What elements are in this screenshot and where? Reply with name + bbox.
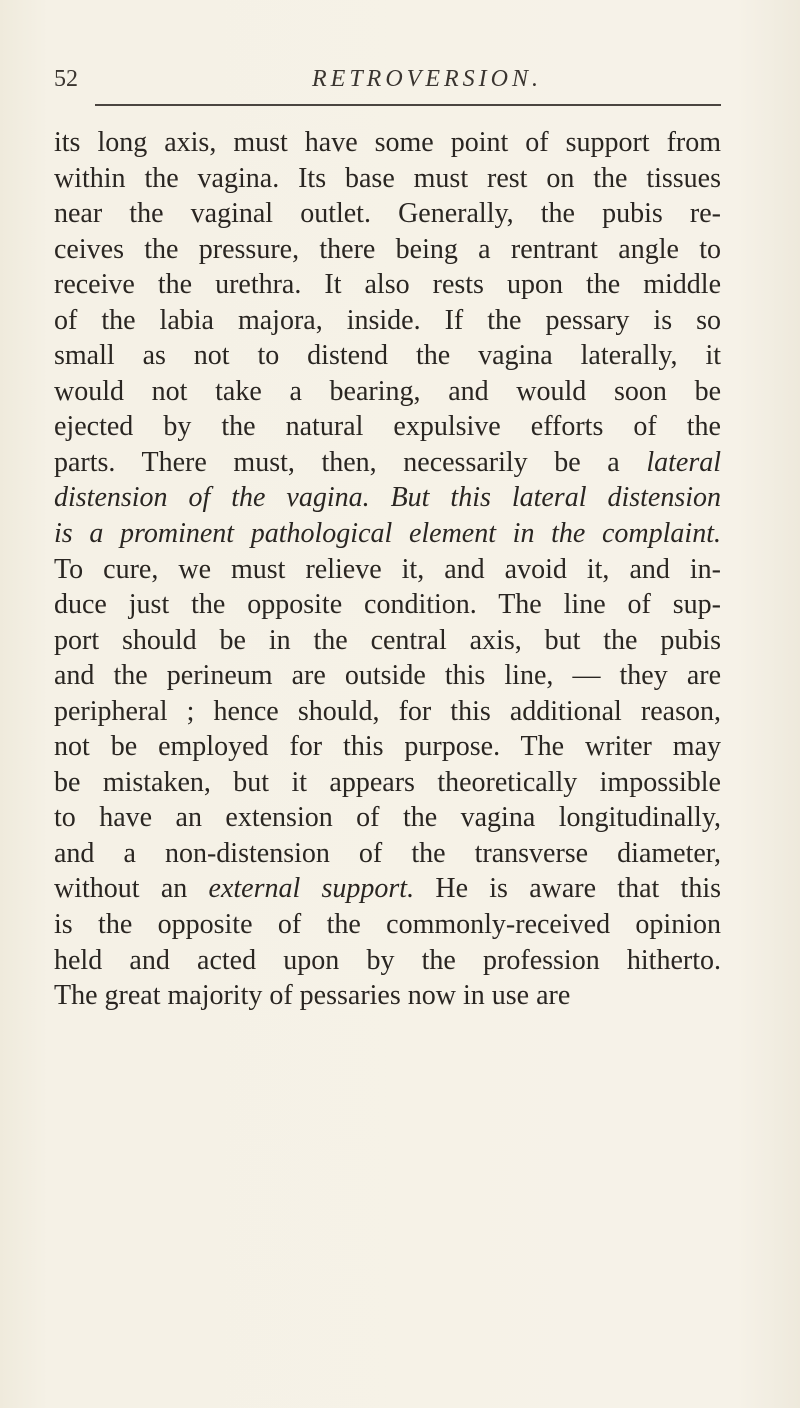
text-line	[54, 516, 721, 552]
text-line	[54, 587, 721, 623]
text-segment: and the perineum are outside this line, — they are	[54, 660, 721, 692]
italic-text-segment: external support.	[208, 873, 415, 905]
text-line	[54, 623, 721, 659]
text-line	[54, 871, 721, 907]
header-rule	[95, 104, 721, 106]
italic-text-segment: lateral	[646, 446, 721, 478]
text-segment: be mistaken, but it appears theoretically impossible	[54, 766, 721, 798]
text-line	[54, 445, 721, 481]
text-line	[54, 907, 721, 943]
text-segment: of the labia majora, inside. If the pessary is so	[54, 304, 721, 336]
body-text	[54, 125, 721, 1014]
text-segment: ceives the pressure, there being a rentrant angle to	[54, 233, 721, 265]
text-line	[54, 800, 721, 836]
text-line	[54, 658, 721, 694]
running-title: RETROVERSION.	[312, 66, 542, 92]
text-line	[54, 409, 721, 445]
text-line	[54, 943, 721, 979]
text-line	[54, 836, 721, 872]
text-line	[54, 729, 721, 765]
text-segment: would not take a bearing, and would soon be	[54, 375, 721, 407]
text-segment: port should be in the central axis, but the pubis	[54, 624, 721, 656]
text-line	[54, 765, 721, 801]
text-segment: receive the urethra. It also rests upon the middle	[54, 269, 721, 301]
text-segment: ejected by the natural expulsive efforts of the	[54, 411, 721, 443]
text-segment: parts. There must, then, necessarily be a	[54, 446, 647, 478]
text-segment: peripheral ; hence should, for this additional reason,	[54, 695, 721, 727]
text-line	[54, 303, 721, 339]
text-line	[54, 552, 721, 588]
text-segment: The great majority of pessaries now in use are	[54, 980, 571, 1012]
text-line	[54, 267, 721, 303]
text-line	[54, 161, 721, 197]
text-line	[54, 694, 721, 730]
italic-text-segment: is a prominent pathological element in the complaint.	[54, 518, 721, 550]
text-segment: duce just the opposite condition. The line of sup-	[54, 589, 721, 621]
text-segment: without an	[54, 873, 209, 905]
text-line	[54, 338, 721, 374]
text-segment: and a non-distension of the transverse diameter,	[54, 837, 721, 869]
text-line	[54, 480, 721, 516]
text-segment: To cure, we must relieve it, and avoid it, and in-	[54, 553, 721, 585]
italic-text-segment: distension of the vagina. But this lateral distension	[54, 482, 721, 514]
text-segment: is the opposite of the commonly-received opinion	[54, 909, 721, 941]
page-number: 52	[54, 66, 78, 92]
text-line	[54, 232, 721, 268]
text-line	[54, 978, 721, 1014]
text-segment: held and acted upon by the profession hitherto.	[54, 944, 721, 976]
text-segment: its long axis, must have some point of support from	[54, 127, 721, 158]
text-segment: within the vagina. Its base must rest on the tissues	[54, 162, 721, 194]
text-segment: small as not to distend the vagina laterally, it	[54, 340, 721, 372]
text-line	[54, 196, 721, 232]
text-segment: not be employed for this purpose. The writer may	[54, 731, 721, 763]
text-line	[54, 125, 721, 161]
text-segment: He is aware that this	[414, 873, 721, 905]
page-header	[54, 60, 718, 100]
text-line	[54, 374, 721, 410]
text-segment: to have an extension of the vagina longitudinally,	[54, 802, 721, 834]
text-segment: near the vaginal outlet. Generally, the pubis re-	[54, 198, 721, 230]
